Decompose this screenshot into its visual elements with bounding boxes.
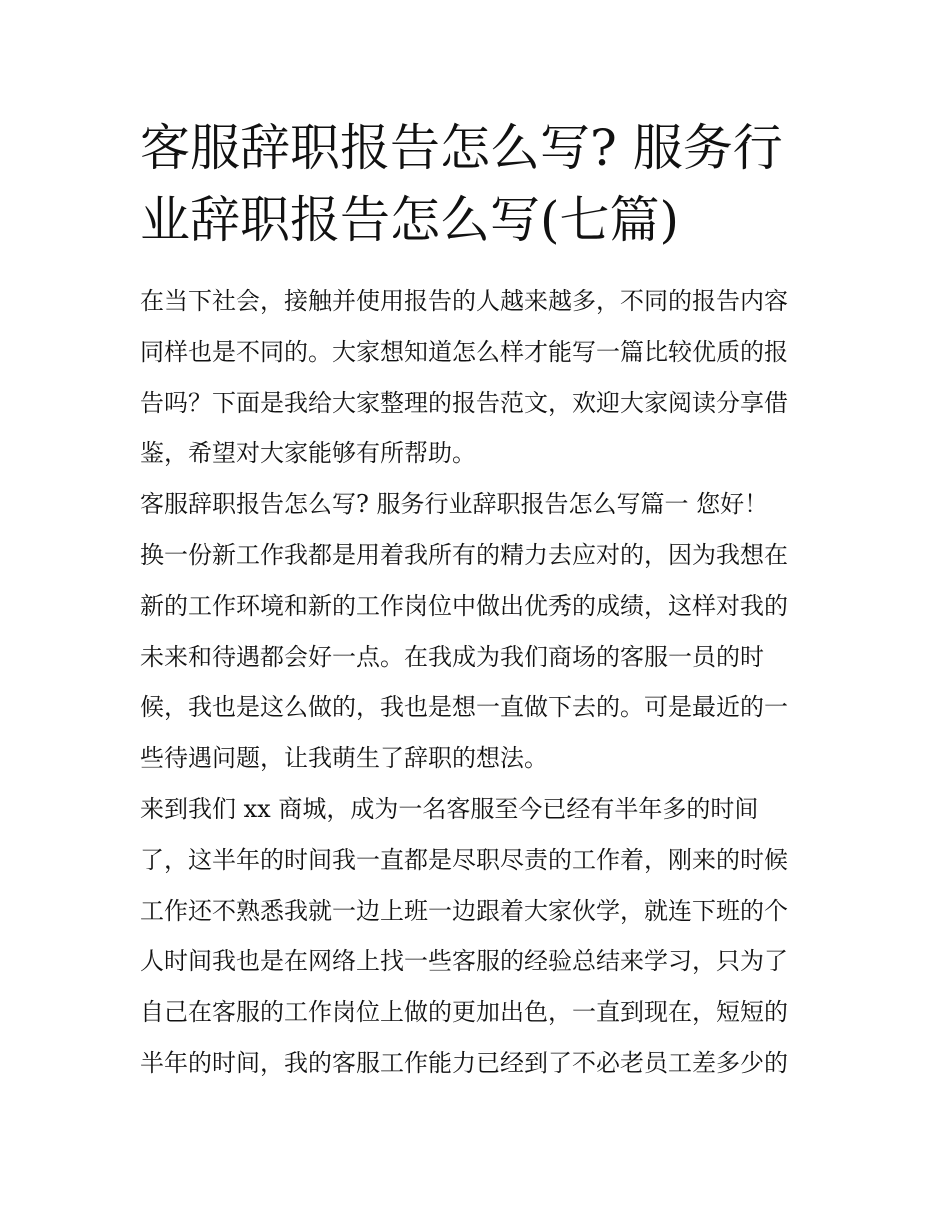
body-line: 候，我也是这么做的，我也是想一直做下去的。可是最近的一 (140, 693, 788, 722)
body-line: 了，这半年的时间我一直都是尽职尽责的工作着，刚来的时候 (140, 845, 788, 874)
body-line: 新的工作环境和新的工作岗位中做出优秀的成绩，这样对我的 (140, 591, 788, 620)
body-line: 来到我们 xx 商城，成为一名客服至今已经有半年多的时间 (140, 794, 759, 823)
body-line: 人时间我也是在网络上找一些客服的经验总结来学习，只为了 (140, 947, 788, 976)
section-heading-line: 客服辞职报告怎么写? 服务行业辞职报告怎么写篇一 您好！ (140, 490, 769, 519)
body-line: 鉴，希望对大家能够有所帮助。 (140, 439, 476, 468)
body-line: 工作还不熟悉我就一边上班一边跟着大家伙学，就连下班的个 (140, 896, 788, 925)
title-line-2: 业辞职报告怎么写(七篇) (140, 191, 680, 249)
body-line: 在当下社会，接触并使用报告的人越来越多，不同的报告内容 (140, 287, 788, 315)
document-body (140, 276, 820, 1089)
body-line: 些待遇问题，让我萌生了辞职的想法。 (140, 744, 548, 773)
body-line: 未来和待遇都会好一点。在我成为我们商场的客服一员的时 (140, 642, 764, 671)
document-title (140, 112, 820, 256)
body-line: 同样也是不同的。大家想知道怎么样才能写一篇比较优质的报 (140, 337, 788, 366)
body-line: 告吗？下面是我给大家整理的报告范文，欢迎大家阅读分享借 (140, 388, 788, 417)
body-line: 半年的时间，我的客服工作能力已经到了不必老员工差多少的 (140, 1048, 788, 1077)
body-line: 换一份新工作我都是用着我所有的精力去应对的，因为我想在 (140, 540, 788, 569)
body-line: 自己在客服的工作岗位上做的更加出色，一直到现在，短短的 (140, 998, 788, 1027)
title-line-1: 客服辞职报告怎么写? 服务行 (140, 119, 783, 177)
